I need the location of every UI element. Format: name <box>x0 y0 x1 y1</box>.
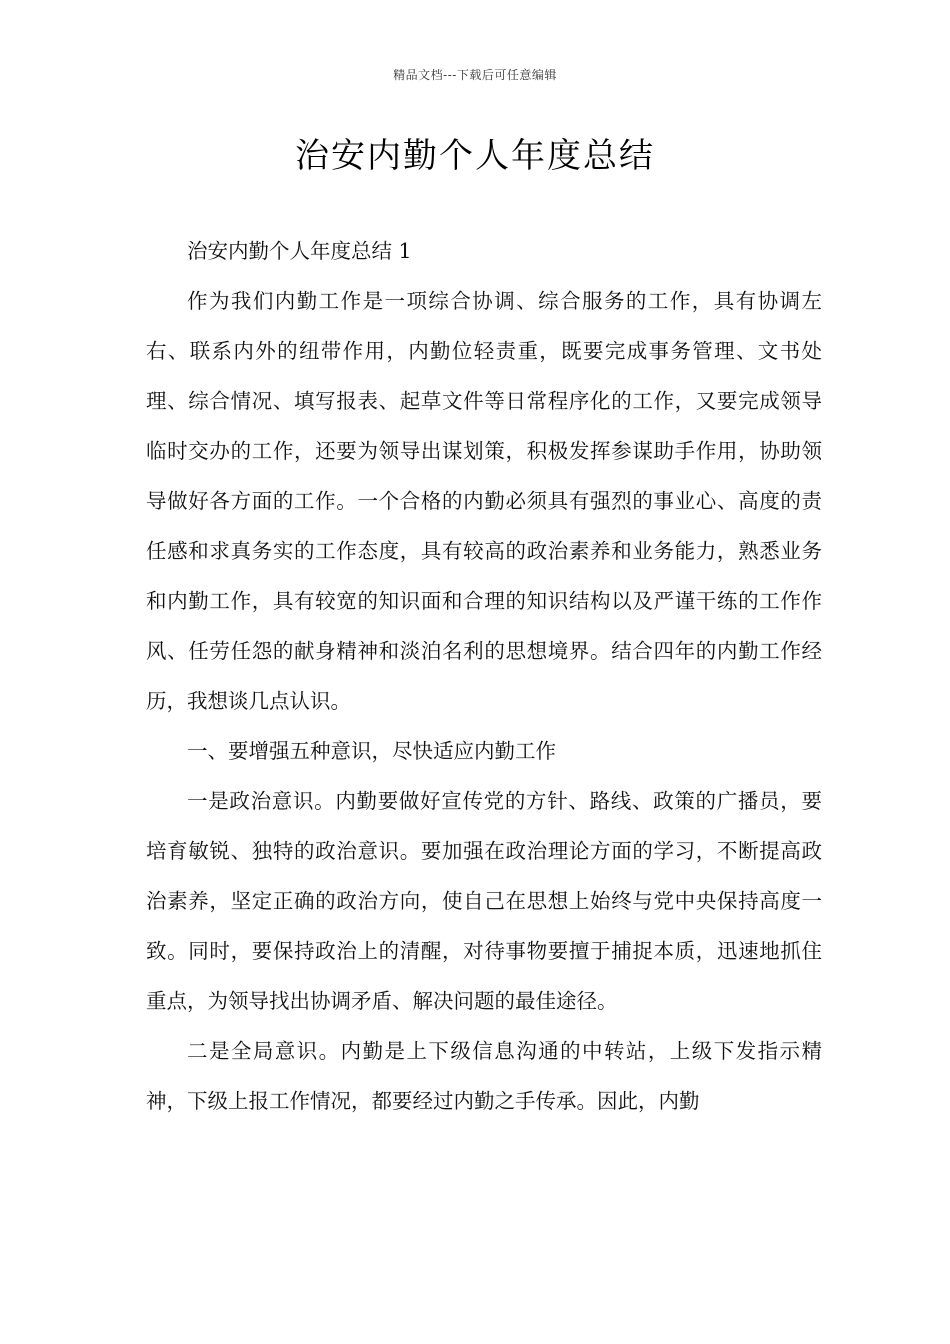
document-title: 治安内勤个人年度总结 <box>295 136 655 176</box>
body-paragraph: 一是政治意识。内勤要做好宣传党的方针、路线、政策的广播员，要培育敏锐、独特的政治意识。要加强在政治理论方面的学习，不断提高政治素养，坚定正确的政治方向，使自己在思想上始终与党中央保持高度一致。同时，要保持政治上的清醒，对待事物要擅于捕捉本质，迅速地抓住重点，为领导找出协调矛盾、解决问题的最佳途径。 <box>146 789 822 1013</box>
document-body <box>146 226 822 1126</box>
body-paragraph: 二是全局意识。内勤是上下级信息沟通的中转站，上级下发指示精神，下级上报工作情况，都要经过内勤之手传承。因此，内勤 <box>146 1039 822 1113</box>
section-heading: 一、要增强五种意识，尽快适应内勤工作 <box>187 739 556 763</box>
body-paragraph: 作为我们内勤工作是一项综合协调、综合服务的工作，具有协调左右、联系内外的纽带作用，内勤位轻责重，既要完成事务管理、文书处理、综合情况、填写报表、起草文件等日常程序化的工作，又要完成领导临时交办的工作，还要为领导出谋划策，积极发挥参谋助手作用，协助领导做好各方面的工作。一个合格的内勤必须具有强烈的事业心、高度的责任感和求真务实的工作态度，具有较高的政治素养和业务能力，熟悉业务和内勤工作，具有较宽的知识面和合理的知识结构以及严谨干练的工作作风、任劳任怨的献身精神和淡泊名利的思想境界。结合四年的内勤工作经历，我想谈几点认识。 <box>146 289 822 713</box>
header-note: 精品文档---下载后可任意编辑 <box>393 68 557 82</box>
subtitle-paragraph: 治安内勤个人年度总结 1 <box>187 239 412 263</box>
